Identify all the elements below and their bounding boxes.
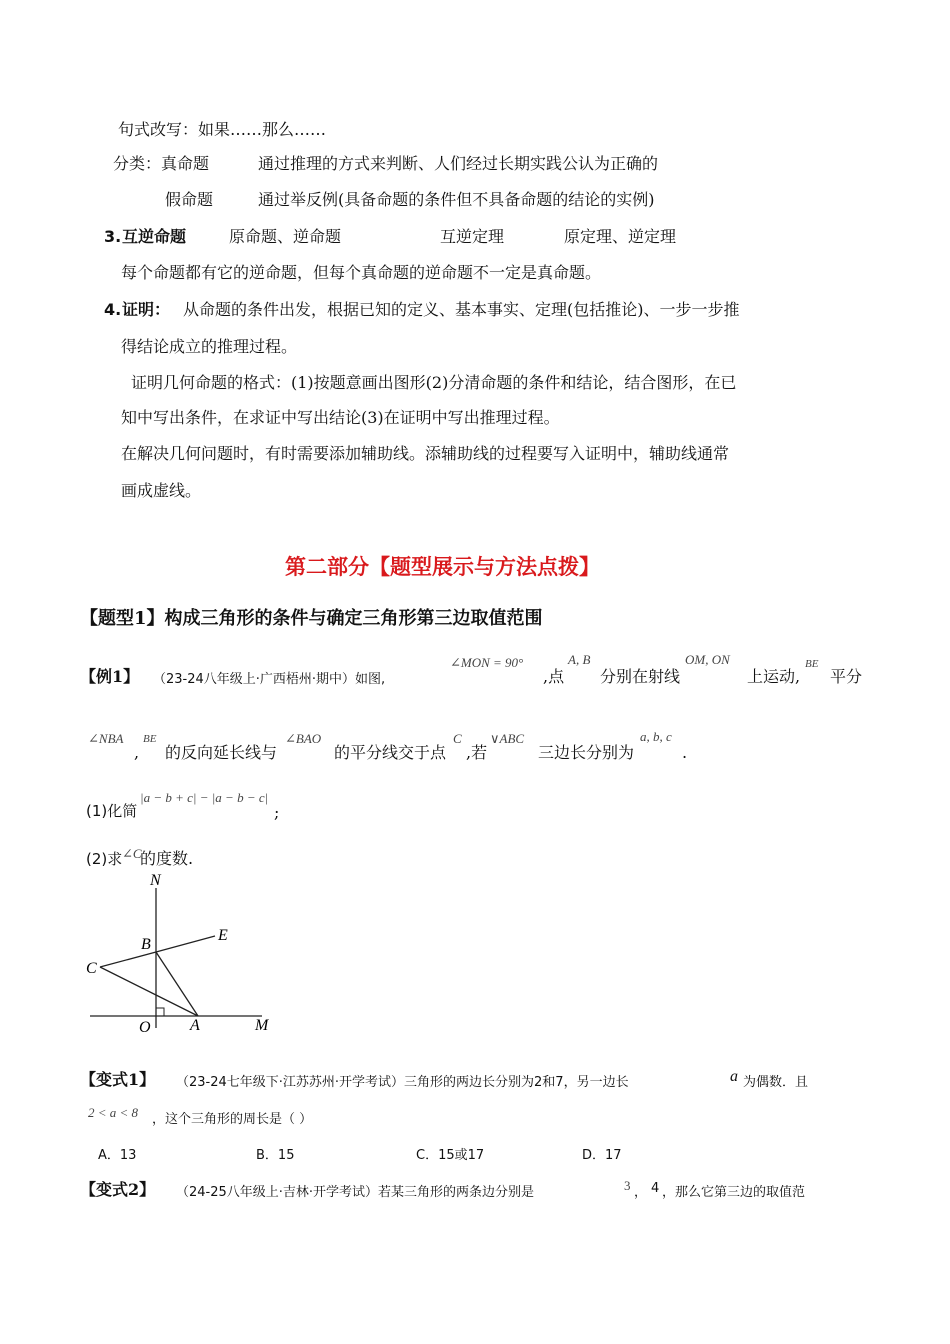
math-be1: BE	[805, 658, 819, 670]
math-angle-c: ∠C	[122, 846, 142, 861]
t-sides: 三边长分别为	[538, 743, 635, 762]
t-period: .	[682, 743, 688, 762]
rewrite-line: 句式改写：如果……那么……	[118, 120, 327, 139]
label-n: N	[150, 872, 161, 889]
question2: (2)求	[86, 850, 123, 868]
variant1-var-a: a	[730, 1068, 738, 1085]
item4-line5: 在解决几何问题时，有时需要添加辅助线。添辅助线的过程要写入证明中，辅助线通常	[121, 444, 730, 463]
t-dot: ,点	[543, 667, 565, 686]
item3-line2: 每个命题都有它的逆命题，但每个真命题的逆命题不一定是真命题。	[121, 263, 602, 282]
label-a: A	[190, 1017, 200, 1034]
t-meet: 的平分线交于点	[334, 743, 447, 762]
variant2-source: （24-25八年级上·吉林·开学考试）若某三角形的两条边分别是	[176, 1185, 535, 1200]
line-ba	[156, 952, 198, 1016]
math-abc-vars: a, b, c	[640, 729, 672, 744]
item3-col3: 原定理、逆定理	[564, 227, 677, 246]
item4-line2: 得结论成立的推理过程。	[121, 337, 298, 356]
variant2-n2: 4	[651, 1181, 660, 1196]
false-proposition-label: 假命题	[165, 190, 214, 209]
item4-line1: 从命题的条件出发，根据已知的定义、基本事实、定理(包括推论)、一步一步推	[183, 300, 740, 319]
t-if: ,若	[466, 743, 488, 762]
math-be2: BE	[143, 733, 157, 745]
label-m: M	[255, 1017, 269, 1034]
item4-line3: 证明几何命题的格式：(1)按题意画出图形(2)分清命题的条件和结论，结合图形，在已	[131, 373, 737, 392]
t-semicolon: ;	[274, 803, 280, 822]
line-ca	[100, 967, 198, 1016]
variant2-rest: ，那么它第三边的取值范	[662, 1185, 806, 1200]
option-b: B．15	[256, 1148, 295, 1163]
math-rays: OM, ON	[685, 652, 730, 667]
option-c: C．15或17	[416, 1148, 485, 1163]
label-o: O	[139, 1019, 151, 1036]
math-bao: ∠BAO	[285, 731, 322, 746]
variant1-label: 【变式1】	[80, 1070, 156, 1089]
part2-title: 第二部分【题型展示与方法点拨】	[285, 554, 600, 579]
variant1-text2: 为偶数．且	[743, 1075, 809, 1090]
math-point-c: C	[453, 731, 462, 746]
variant1-text3: ，这个三角形的周长是（ ）	[152, 1112, 313, 1127]
item3-number: 3.	[104, 227, 122, 246]
item3-col1: 原命题、逆命题	[229, 227, 342, 246]
math-nba: ∠NBA	[88, 731, 124, 746]
false-proposition-desc: 通过举反例(具备命题的条件但不具备命题的结论的实例)	[258, 190, 655, 209]
example1-source: （23-24八年级上·广西梧州·期中）如图,	[153, 672, 386, 687]
classify-label: 分类：真命题	[113, 154, 210, 173]
item4-line4: 知中写出条件，在求证中写出结论(3)在证明中写出推理过程。	[121, 408, 560, 427]
right-angle-mark	[156, 1008, 164, 1016]
variant1-source: （23-24七年级下·江苏苏州·开学考试）三角形的两边长分别为2和7，另一边长	[176, 1075, 629, 1090]
t-comma: ,	[134, 743, 140, 762]
label-e: E	[218, 927, 228, 944]
math-points-ab: A, B	[568, 652, 591, 667]
line-cb	[100, 952, 156, 967]
option-d: D．17	[582, 1148, 622, 1163]
math-angle-mon: ∠MON = 90°	[450, 655, 524, 670]
label-c: C	[86, 960, 97, 977]
item4-line6: 画成虚线。	[121, 481, 202, 500]
t-move: 分别在射线	[600, 667, 681, 686]
line-be	[156, 936, 215, 952]
variant2-label: 【变式2】	[80, 1180, 156, 1199]
label-b: B	[141, 936, 151, 953]
variant1-condition: 2 < a < 8	[88, 1105, 139, 1120]
variant2-sep: ，	[634, 1185, 648, 1200]
option-a: A．13	[98, 1148, 137, 1163]
t-reverse: 的反向延长线与	[165, 743, 278, 762]
type1-title: 【题型1】构成三角形的条件与确定三角形第三边取值范围	[80, 608, 543, 629]
item4-number: 4.	[104, 300, 122, 319]
t-degree: 的度数.	[140, 849, 194, 868]
geometry-figure	[80, 870, 290, 1040]
example1-label: 【例1】	[80, 667, 140, 686]
item4-title: 证明：	[122, 300, 171, 319]
item3-title: 互逆命题	[122, 227, 187, 246]
math-triangle-abc: ∨ABC	[490, 731, 525, 746]
variant2-n1: 3	[624, 1178, 631, 1193]
t-on: 上运动,	[747, 667, 801, 686]
true-proposition-desc: 通过推理的方式来判断、人们经过长期实践公认为正确的	[258, 154, 659, 173]
item3-col2: 互逆定理	[440, 227, 505, 246]
t-bisect: 平分	[830, 667, 863, 686]
question1: (1)化简	[86, 802, 138, 820]
math-abs-expression: |a − b + c| − |a − b − c|	[140, 790, 269, 805]
